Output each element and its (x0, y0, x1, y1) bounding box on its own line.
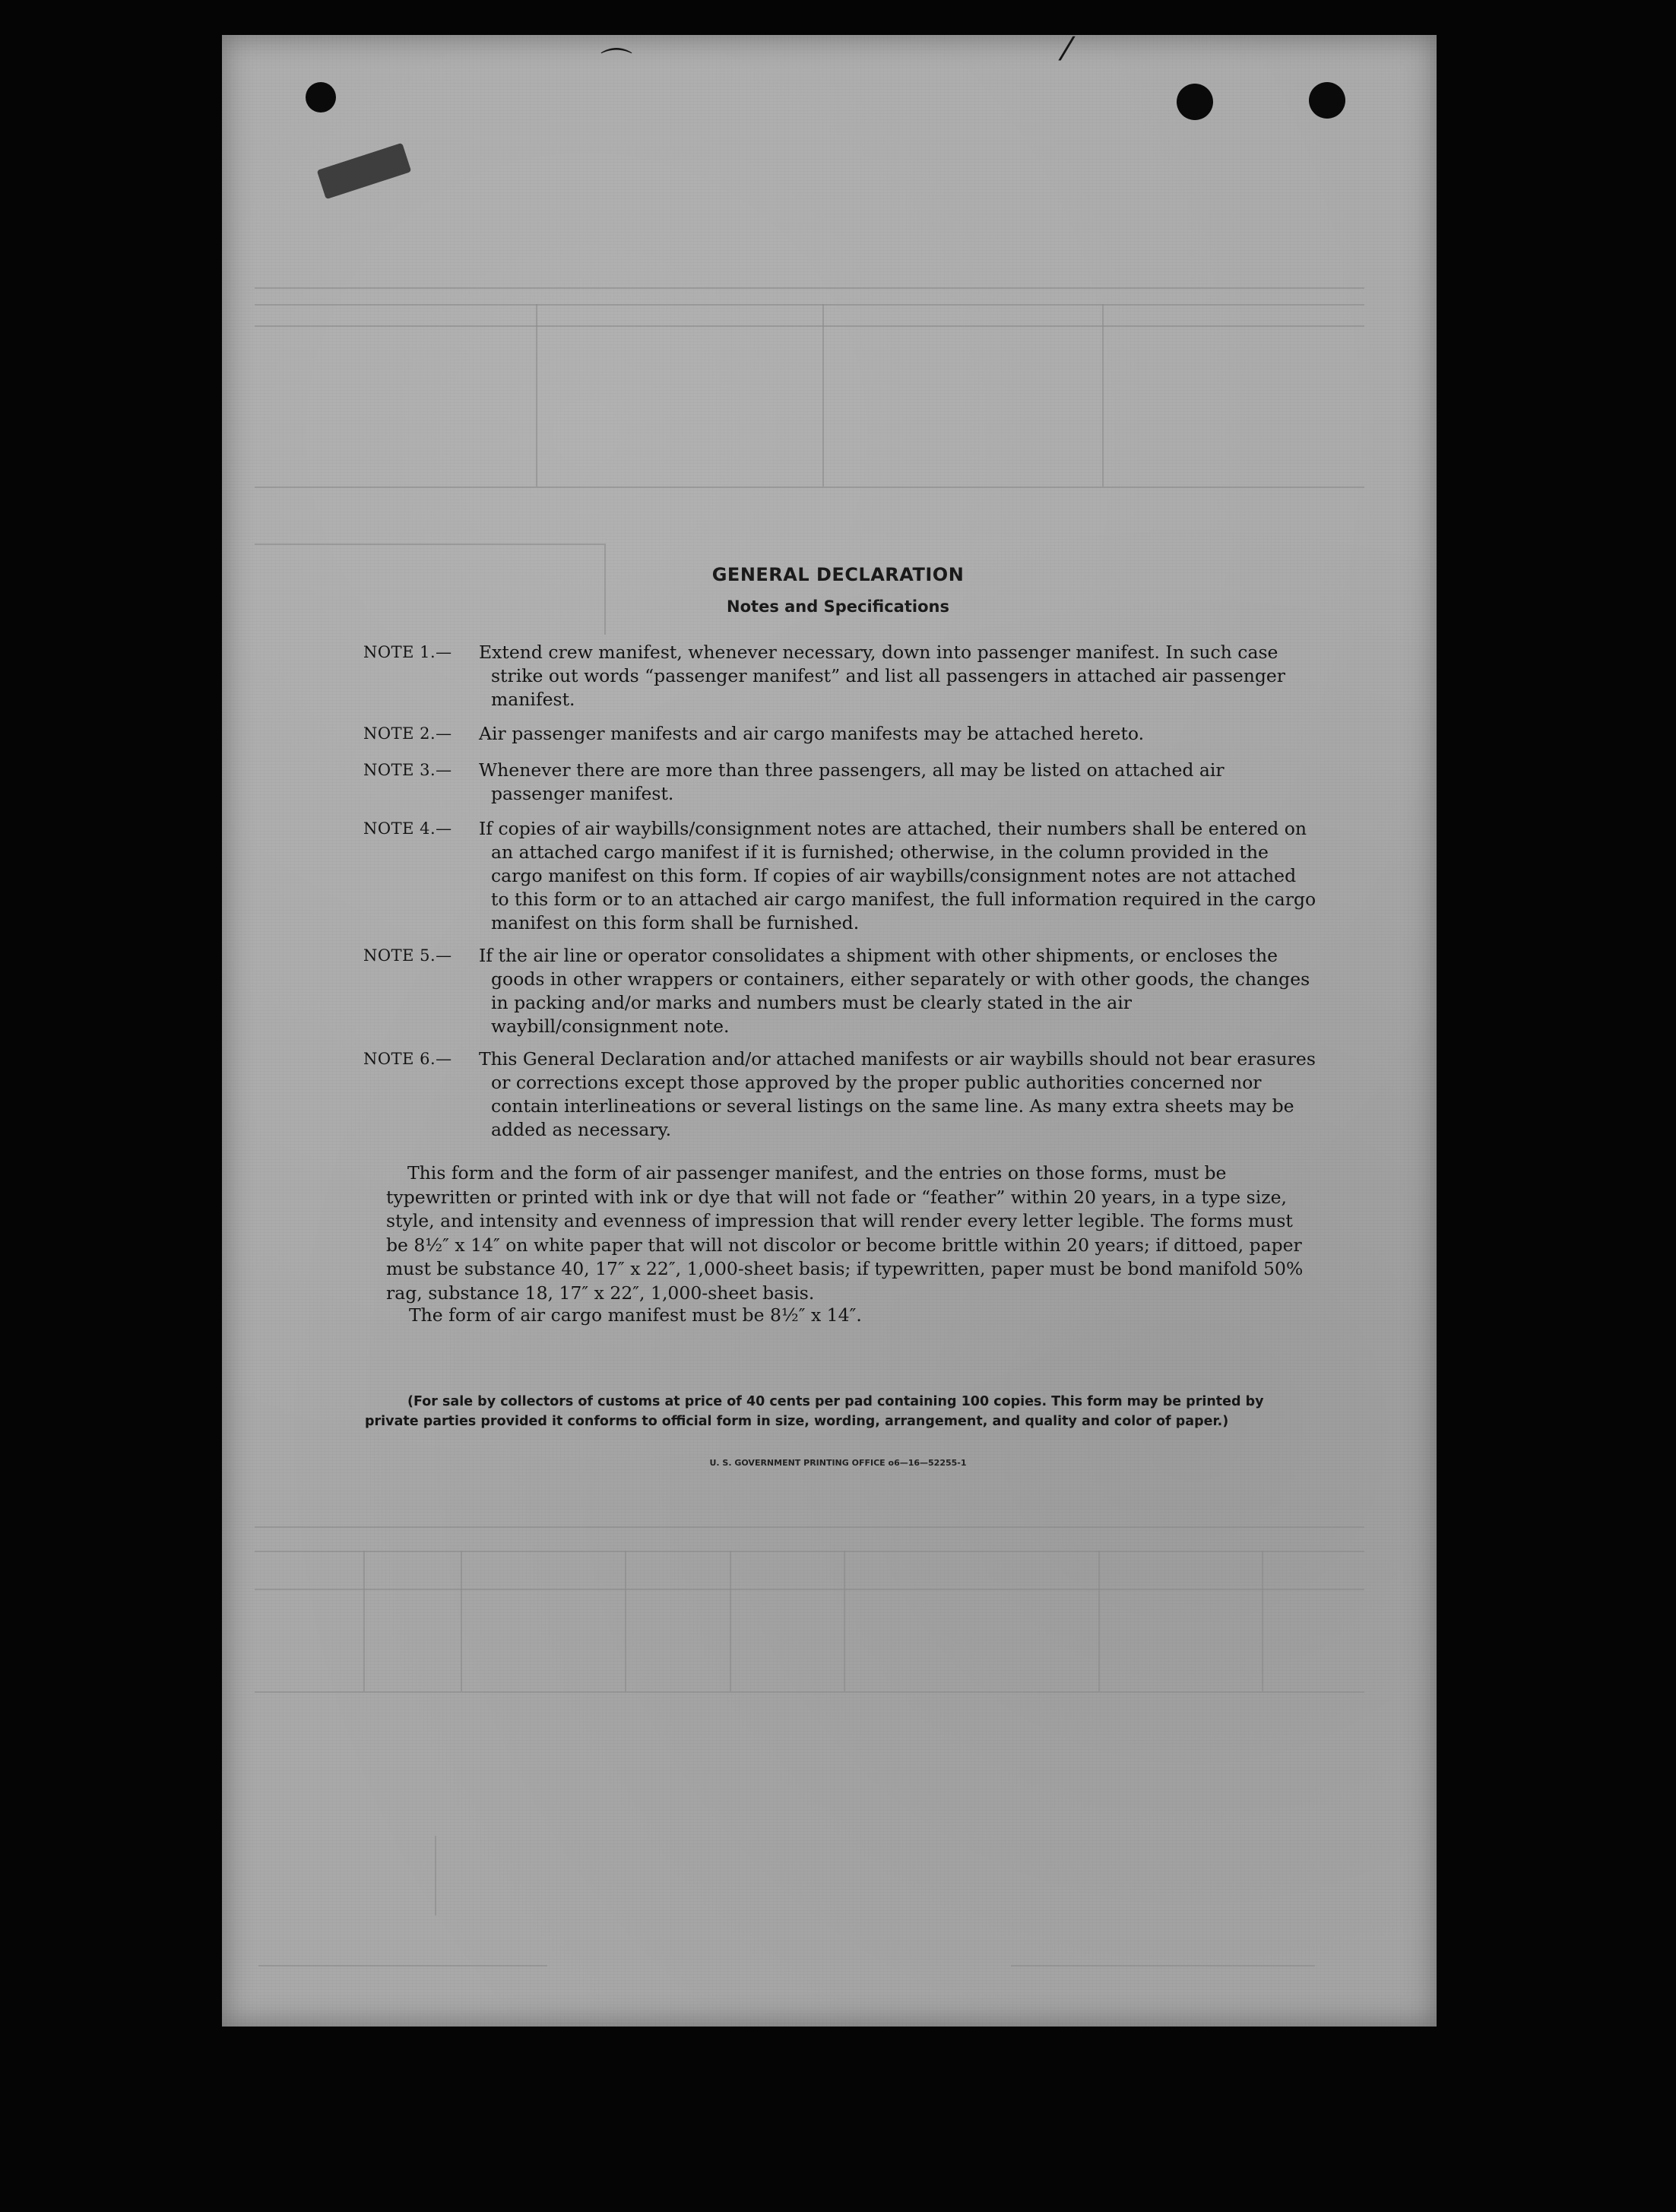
bleed-through-line (1102, 304, 1104, 486)
bleed-through-line (255, 1691, 1364, 1693)
bleed-through-line (255, 1526, 1364, 1528)
note-label: NOTE 1.— (363, 643, 452, 661)
page-title: GENERAL DECLARATION (711, 564, 965, 585)
page-subtitle: Notes and Specifications (727, 597, 949, 616)
punch-hole (1309, 82, 1345, 119)
note-5 (363, 944, 1317, 1038)
note-6 (363, 1047, 1317, 1142)
pencil-mark: ⌒ (600, 46, 633, 83)
note-label: NOTE 2.— (363, 724, 452, 743)
note-text: Whenever there are more than three passengers, all may be listed on attached air passenger manifest. (479, 759, 1225, 804)
bleed-through-line (625, 1551, 626, 1691)
bleed-through-line (255, 325, 1364, 327)
printer-imprint: U. S. GOVERNMENT PRINTING OFFICE o6—16—52255-1 (709, 1458, 967, 1468)
bleed-through-line (363, 1551, 365, 1691)
bleed-through-line (461, 1551, 462, 1691)
bleed-through-line (1262, 1551, 1263, 1691)
pencil-mark: ⁄ (1064, 30, 1070, 68)
bleed-through-line (255, 287, 1364, 289)
bleed-through-line (435, 1836, 436, 1916)
bleed-through-line (255, 543, 604, 545)
punch-hole (1177, 84, 1213, 120)
note-2 (363, 722, 1317, 746)
bleed-through-line (604, 543, 606, 635)
note-label: NOTE 3.— (363, 761, 452, 779)
sale-note (365, 1392, 1315, 1431)
cargo-manifest-size-line: The form of air cargo manifest must be 8½″ x 14″. (409, 1304, 862, 1326)
punch-hole (306, 82, 336, 113)
note-text: If the air line or operator consolidates a shipment with other shipments, or encloses the goods in other wrappers or containers, either separately or with other goods, the changes in packing and/or marks and numbers must be clearly stated in the air waybill/consignment note. (479, 945, 1310, 1037)
bleed-through-line (255, 1589, 1364, 1590)
note-label: NOTE 6.— (363, 1050, 452, 1068)
bleed-through-line (536, 304, 537, 486)
bleed-through-line (255, 486, 1364, 488)
bleed-through-line (255, 304, 1364, 306)
bleed-through-line (1098, 1551, 1100, 1691)
bleed-through-line (730, 1551, 731, 1691)
note-text: Air passenger manifests and air cargo manifests may be attached hereto. (479, 723, 1145, 744)
note-3 (363, 759, 1317, 806)
form-specification-paragraph (386, 1161, 1317, 1305)
note-1 (363, 641, 1317, 711)
note-text: If copies of air waybills/consignment notes are attached, their numbers shall be entered on an attached cargo manifest if it is furnished; otherwise, in the column provided in the cargo manifest on this form. If copies of air waybills/consignment notes are not attached to this form or to an attached air cargo manifest, the full information required in the cargo manifest on this form shall be furnished. (479, 818, 1316, 933)
bleed-through-line (1011, 1965, 1315, 1966)
note-label: NOTE 4.— (363, 819, 452, 838)
note-label: NOTE 5.— (363, 946, 452, 965)
bleed-through-line (844, 1551, 845, 1691)
paragraph-text: This form and the form of air passenger manifest, and the entries on those forms, must be typewritten or printed with ink or dye that will not fade or “feather” within 20 years, in a type size, style, and intensity and evenness of impression that will render every letter legible. The forms must be 8½″ x 14″ on white paper that will not discolor or become brittle within 20 years; if dittoed, paper must be substance 40, 17″ x 22″, 1,000-sheet basis; if typewritten, paper must be bond manifold 50% rag, substance 18, 17″ x 22″, 1,000-sheet basis. (386, 1162, 1304, 1304)
sale-note-text: (For sale by collectors of customs at price of 40 cents per pad containing 100 copies. This form may be printed by private parties provided it conforms to official form in size, wording, arrangement, and quality and color of paper.) (365, 1394, 1264, 1429)
bleed-through-line (822, 304, 824, 486)
note-text: This General Declaration and/or attached manifests or air waybills should not bear erasures or corrections except those approved by the proper public authorities concerned nor contain interlineations or several listings on the same line. As many extra sheets may be added as necessary. (479, 1048, 1316, 1140)
bleed-through-line (258, 1965, 547, 1966)
note-text: Extend crew manifest, whenever necessary, down into passenger manifest. In such case strike out words “passenger manifest” and list all passengers in attached air passenger manifest. (479, 642, 1286, 710)
note-4 (363, 817, 1317, 935)
bleed-through-line (255, 1551, 1364, 1552)
